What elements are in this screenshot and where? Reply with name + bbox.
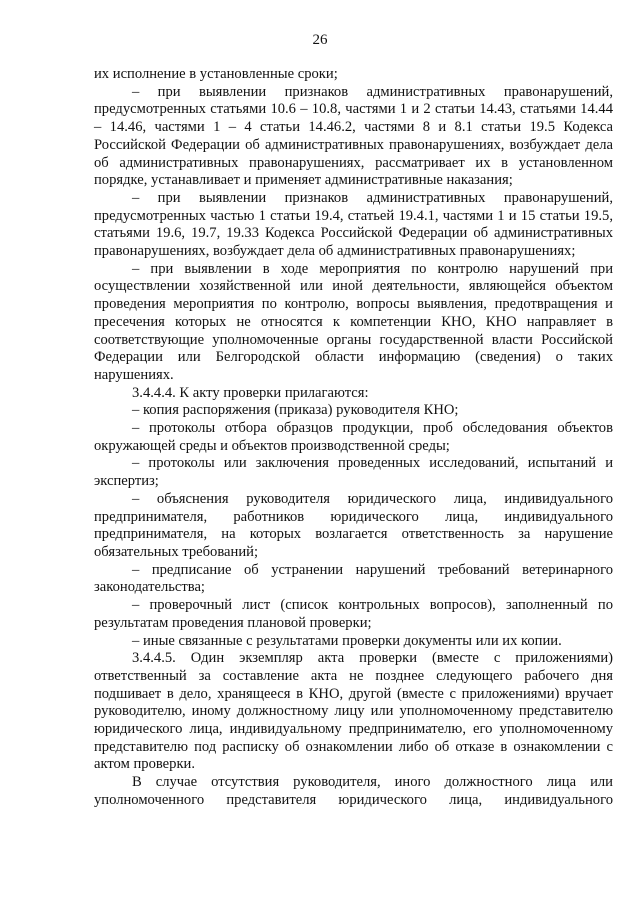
document-body — [94, 66, 613, 810]
paragraph: – при выявлении признаков административных правонарушений, предусмотренных статьями 10.6 – 10.8, частями 1 и 2 статьи 14.43, статьями 14.44 – 14.46, частями 1 – 4 статьи 14.46.2, частями 8 и 8.1 статьи 19.5 Кодекса Российской Федерации об административных правонарушениях, возбуждает дела об административных правонарушениях, рассматривает их в установленном порядке, устанавливает и применяет административные наказания; — [94, 83, 613, 189]
paragraph: – иные связанные с результатами проверки документы или их копии. — [132, 632, 562, 649]
paragraph: 3.4.4.4. К акту проверки прилагаются: — [132, 384, 369, 401]
paragraph: их исполнение в установленные сроки; — [94, 66, 338, 82]
paragraph: – копия распоряжения (приказа) руководителя КНО; — [132, 402, 459, 419]
paragraph: – предписание об устранении нарушений требований ветеринарного законодательства; — [94, 561, 613, 596]
paragraph: – объяснения руководителя юридического лица, индивидуального предпринимателя, работников юридического лица, индивидуального предпринимателя, на которых возлагается ответственность за нарушение обязательных требований; — [94, 490, 613, 560]
paragraph: – при выявлении в ходе мероприятия по контролю нарушений при осуществлении хозяйственной или иной деятельности, являющейся объектом проведения мероприятия по контролю, вопросы выявления, предотвращения и пресечения которых не относятся к компетенции КНО, КНО направляет в соответствующие уполномоченные органы государственной власти Российской Федерации или Белгородской области информацию (сведения) о таких нарушениях. — [94, 260, 613, 383]
paragraph: – протоколы отбора образцов продукции, проб обследования объектов окружающей среды и объектов производственной среды; — [94, 420, 613, 454]
paragraph: В случае отсутствия руководителя, иного должностного лица или уполномоченного представителя юридического лица, индивидуального — [94, 774, 613, 808]
paragraph: 3.4.4.5. Один экземпляр акта проверки (вместе с приложениями) ответственный за составление акта не позднее следующего рабочего дня подшивает в дело, хранящееся в КНО, другой (вместе с приложениями) вручает руководителю, иному должностному лицу или уполномоченному представителю юридического лица, индивидуальному предпринимателю, его уполномоченному представителю под расписку об ознакомлении либо об отказе в ознакомлении с актом проверки. — [94, 650, 613, 773]
page-number: 26 — [312, 32, 328, 48]
paragraph: – при выявлении признаков административных правонарушений, предусмотренных частью 1 статьи 19.4, статьей 19.4.1, частями 1 и 15 статьи 19.5, статьями 19.6, 19.7, 19.33 Кодекса Российской Федерации об административных правонарушениях, возбуждает дела об административных правонарушениях; — [94, 189, 613, 260]
paragraph: – проверочный лист (список контрольных вопросов), заполненный по результатам проведения плановой проверки; — [94, 597, 613, 631]
paragraph: – протоколы или заключения проведенных исследований, испытаний и экспертиз; — [94, 455, 613, 490]
